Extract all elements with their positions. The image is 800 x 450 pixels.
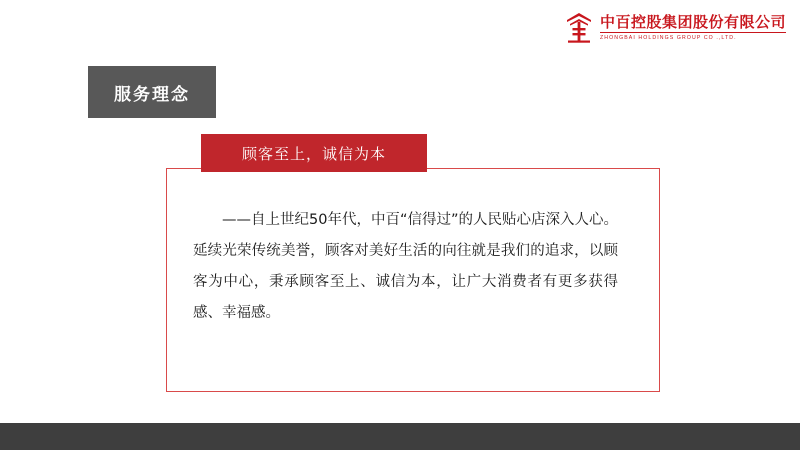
logo-divider [600, 32, 786, 33]
logo-company-name-en: ZHONGBAI HOLDINGS GROUP CO .,LTD. [599, 34, 737, 41]
logo-text [599, 12, 786, 41]
logo-company-name-cn: 中百控股集团股份有限公司 [599, 12, 786, 31]
zhongbai-emblem-icon [564, 12, 594, 44]
footer-band [0, 423, 800, 450]
company-logo [564, 12, 786, 44]
body-paragraph: ——自上世纪50年代，中百“信得过”的人民贴心店深入人心。延续光荣传统美誉，顾客对美好生活的向往就是我们的追求，以顾客为中心，秉承顾客至上、诚信为本，让广大消费者有更多获得感、幸福感。 [193, 212, 618, 321]
banner-heading: 顾客至上，诚信为本 [201, 134, 427, 172]
section-title: 服务理念 [88, 66, 216, 118]
